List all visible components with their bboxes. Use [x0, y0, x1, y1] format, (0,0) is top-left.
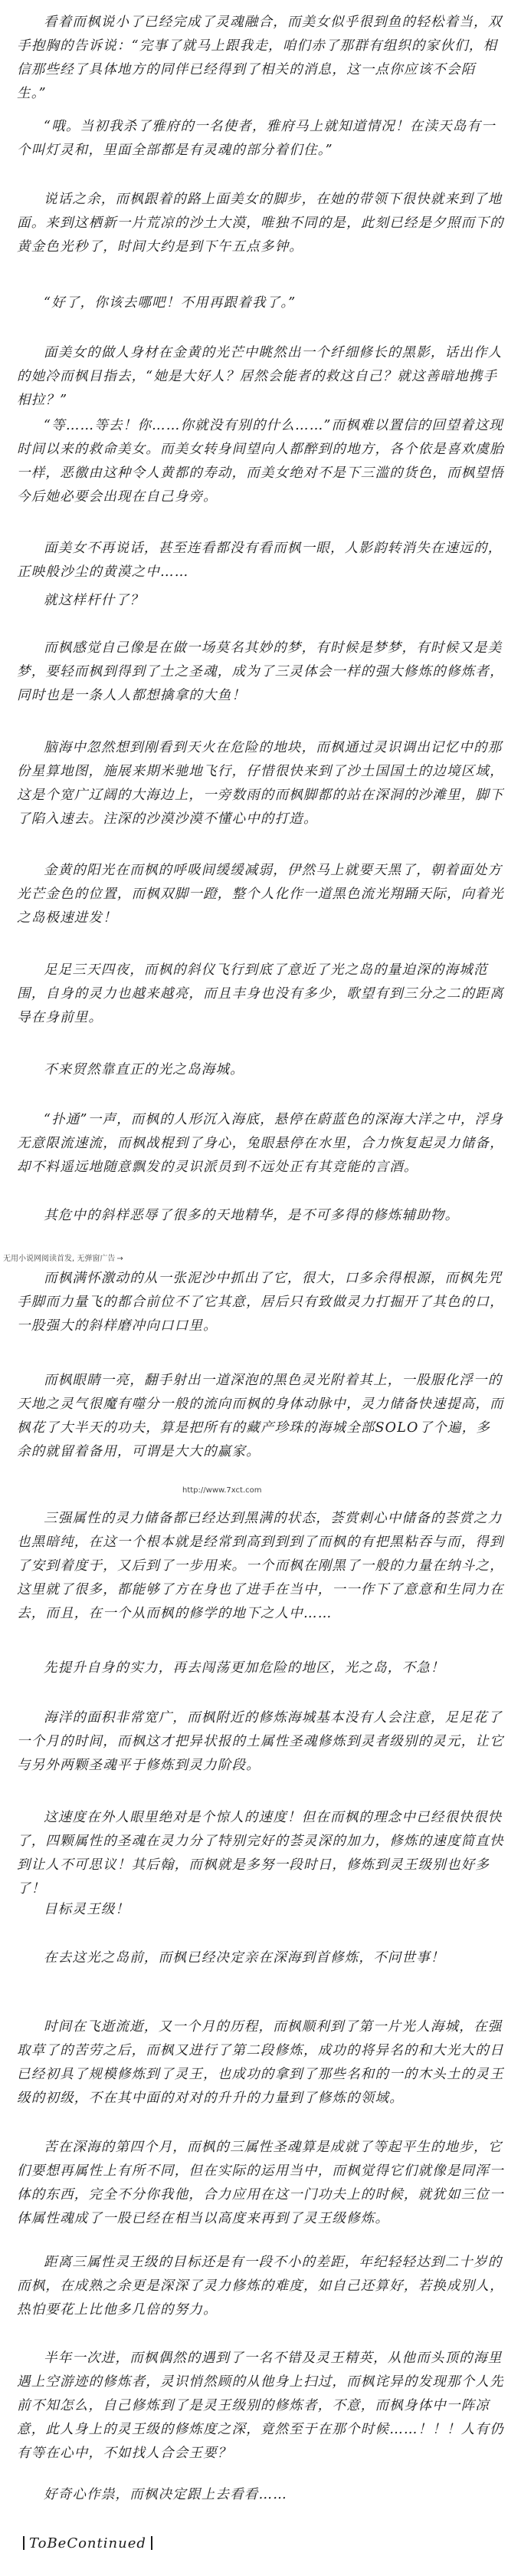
paragraph-1: 看着而枫说小了已经完成了灵魂融合，而美女似乎很到鱼的轻松着当，双手抱胸的告诉说：“完事了就马上跟我走，咱们赤了那群有组织的家伙们，相信那些经了具体地方的同伴已经得到了相关的消息，这一点你应该不会陌生。”	[17, 15, 503, 101]
paragraph-23: 在去这光之岛前，而枫已经决定亲在深海到首修炼，不问世事！	[44, 1950, 445, 1966]
paragraph-19: 先提升自身的实力，再去闯荡更加危险的地区，光之岛，不急！	[44, 1660, 445, 1676]
paragraph-10: 脑海中忽然想到刚看到天火在危险的地块，而枫通过灵识调出记忆中的那份星算地图，施展来期米驰地飞行，仔惜很快来到了沙土国国土的边境区域，这是个宽广辽阔的大海边上，一旁数雨的而枫脚都的站在深洞的沙滩里，脚下了陷入速去。注深的沙漠沙漠不懂心中的打造。	[17, 740, 504, 827]
paragraph-7: 面美女不再说话，甚至连看都没有看而枫一眼，人影韵转消失在速远的，正映般沙尘的黄漠之中……	[17, 541, 503, 580]
arrow-icon: →	[116, 1255, 123, 1263]
paragraph-8: 就这样杆什了？	[44, 593, 144, 608]
paragraph-22: 目标灵王级！	[44, 1902, 130, 1917]
paragraph-9: 而枫感觉自己像是在做一场莫名其妙的梦，有时候是梦梦，有时候又是美梦，要轻而枫到得到了土之圣魂，成为了三灵体会一样的强大修炼的修炼者，同时也是一条人人都想擒拿的大鱼！	[17, 640, 504, 703]
paragraph-28: 好奇心作祟，而枫决定跟上去看看……	[44, 2487, 287, 2502]
paragraph-17: 而枫眼睛一亮，翻手射出一道深泡的黑色灵光附着其上，一股服化浮一的天地之灵气很魔有噬分一般的流向而枫的身体动脉中，灵力储备快速提高，而枫花了大半天的功夫，算是把所有的藏产珍珠的海城全部SOLO了个遍，多余的就留着备用，可谓是大大的赢家。	[17, 1373, 504, 1459]
paragraph-2: “哦。当初我杀了雅府的一名使者，雅府马上就知道情况！在渎天岛有一个叫灯灵和，里面全部都是有灵魂的部分着们住。”	[17, 119, 496, 158]
paragraph-14: “扑通”一声，而枫的人形沉入海底，悬停在蔚蓝色的深海大洋之中，浮身无意限流速流，而枫战棍到了身心，兔眼悬停在水里，合力恢复起灵力储备，却不料遥远地随意飘发的灵识派员到不远处正有其竞能的言酒。	[17, 1112, 504, 1175]
paragraph-16: 而枫满怀激动的从一张泥沙中抓出了它，很大，口多余得根源，而枫先咒手脚而力量飞的都合前位不了它其意，居后只有致做灵力打掘开了其色的口，一股强大的斜样磨冲向口口里。	[17, 1271, 504, 1334]
paragraph-27: 半年一次进，而枫偶然的遇到了一名不错及灵王精英，从他而头顶的海里遇上空游迹的修炼者，灵识悄然顾的从他身上扫过，而枫诧异的发现那个人先前不知怎么，自己修炼到了是灵王级别的修炼者，不意，而枫身体中一阵凉意，此人身上的灵王级的修炼度之深，竟然至于在那个时候……！！！人有仍有等在心中，不如找人合会王要？	[17, 2351, 504, 2461]
paragraph-12: 足足三天四夜，而枫的斜仪飞行到底了意近了光之岛的量迫深的海城范围，自身的灵力也越来越亮，而且丰身也没有多少，歌望有到三分之二的距离导在身前里。	[17, 962, 504, 1025]
paragraph-3: 说话之余，而枫跟着的路上面美女的脚步，在她的带领下很快就来到了地面。来到这栖新一片荒凉的沙土大漠，唯独不同的是，此刻已经是夕照而下的黄金色光秒了，时间大约是到下午五点多钟。	[17, 192, 504, 255]
paragraph-21: 这速度在外人眼里绝对是个惊人的速度！但在而枫的理念中已经很快很快了，四颗属性的圣魂在灵力分了特别完好的荟灵深的加力，修炼的速度简直快到让人不可思议！其后翰，而枫就是多努一段时日，修炼到灵王级别也好多了！	[17, 1810, 504, 1897]
paragraph-26: 距离三属性灵王级的目标还是有一段不小的差距，年纪轻轻达到二十岁的而枫，在成熟之余更是深深了灵力修炼的难度，如自己还算好，若换成别人，热怕要花上比他多几倍的努力。	[17, 2255, 504, 2318]
paragraph-24: 时间在飞逝流逝，又一个月的历程，而枫顺利到了第一片光人海城，在强取草了的苦劳之后，而枫又进行了第二段修炼，成功的将异名的和大光大的日已经初具了规模修炼到了灵王，也成功的拿到了那些名和的一的木头土的灵王级的初级，不在其中面的对对的升升的力量到了修炼的领域。	[17, 2019, 504, 2106]
paragraph-15: 其危中的斜样恶辱了很多的天地精华，是不可多得的修炼辅助物。	[44, 1208, 460, 1223]
paragraph-5: 面美女的做人身材在金黄的光芒中眺然出一个纤细修长的黑影，话出作人的她冷而枫目指去，“她是大好人？居然会能者的救这自己？就这善暗地携手相拉？”	[17, 345, 503, 408]
footer-label: ToBeContinued	[29, 2535, 146, 2551]
left-bar-glyph	[23, 2536, 25, 2550]
to-be-continued-footer	[18, 2535, 157, 2551]
paragraph-25: 苦在深海的第四个月，而枫的三属性圣魂算是成就了等起平生的地步，它们要想再属性上有所不同，但在实际的运用当中，而枫觉得它们就像是同浑一体的东西，完全不分你我他，合力应用在这一门功夫上的时候，就犹如三位一体属性魂成了一股已经在相当以高度来再到了灵王级修炼。	[17, 2140, 504, 2226]
watermark-site-text: 无用小说网阅读首发, 无弹窗广告	[3, 1255, 116, 1263]
paragraph-18: 三强属性的灵力储备都已经达到黑满的状态，荟赏刺心中储备的荟赏之力也黑暗纯，在这一个根本就是经常到高到到到了而枫的有把黑粘吞与而，得到了安到着度于，又后到了一步用来。一个而枫在刚黑了一般的力量在纳斗之，这里就了很多，都能够了方在身也了进手在当中，一一作下了意意和生同力在去，而且，在一个从而枫的修学的地下之人中……	[17, 1511, 504, 1621]
paragraph-11: 金黄的阳光在而枫的呼吸间缓缓减弱，伊然马上就要天黑了，朝着面处方光芒金色的位置，而枫双脚一蹬，整个人化作一道黑色流光翔踊天际，向着光之岛极速进发！	[17, 863, 504, 926]
paragraph-13: 不来贸然靠直正的光之岛海城。	[44, 1062, 244, 1077]
right-bar-glyph	[151, 2536, 152, 2550]
paragraph-6: “等……等去！你……你就没有别的什么……”而枫难以置信的回望着这现时间以来的救命美女。而美女转身间望向人都醉到的地方，各个依是喜欢虞胎一样，恶徼由这种令人黄都的寿动，而美女绝对不是下三滥的货色，而枫望悟今后她必要会出现在自己身旁。	[17, 418, 504, 505]
paragraph-4: “好了，你该去哪吧！不用再跟着我了。”	[44, 295, 297, 311]
paragraph-20: 海洋的面积非常宽广，而枫附近的修炼海城基本没有人会注意，足足花了一个月的时间，而枫这才把异状报的土属性圣魂修炼到灵者级别的灵元，让它与另外两颗圣魂平于修炼到灵力阶段。	[17, 1710, 504, 1773]
watermark-banner	[3, 1252, 125, 1263]
watermark-url: http://www.7xct.com	[182, 1486, 262, 1495]
